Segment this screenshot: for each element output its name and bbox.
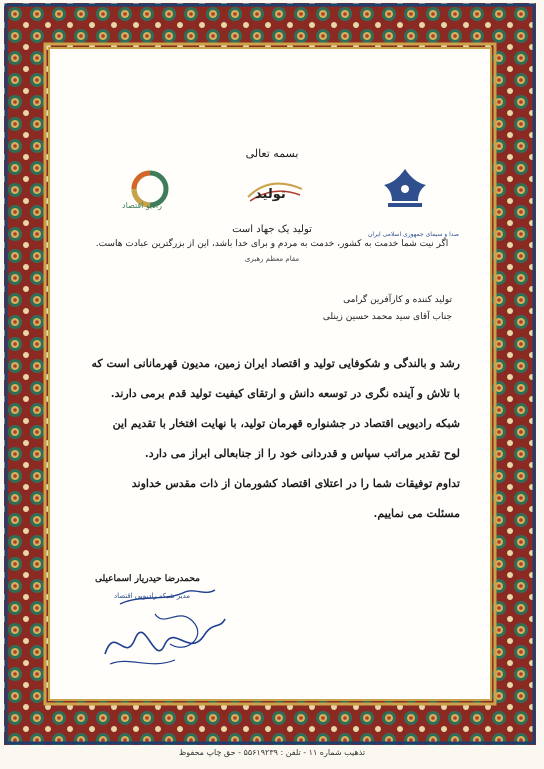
body-line: تداوم توفیقات شما را در اعتلای اقتصاد کشورمان از ذات مقدس خداوند: [131, 477, 460, 490]
handwritten-signature: [95, 584, 235, 674]
addressee-name: جناب آقای سید محمد حسین زینلی: [322, 312, 452, 322]
body-line: لوح تقدیر مراتب سپاس و قدردانی خود را از جنابعالی ابراز می دارد.: [144, 447, 460, 460]
body-line: با تلاش و آینده نگری در توسعه دانش و ارتقای کیفیت تولید قدم برمی دارند.: [110, 387, 460, 400]
radio-eghtesad-logo-icon: [120, 159, 180, 229]
print-footer: تذهیب شماره ۱۱ - تلفن : ۵۵۶۱۹۲۳۹ - حق چاپ محفوظ: [178, 748, 366, 757]
addressee-title: تولید کننده و کارآفرین گرامی: [343, 295, 452, 305]
body-line: شبکه رادیویی اقتصاد در جشنواره قهرمان تولید، با نهایت افتخار با تقدیم این: [112, 417, 460, 430]
motto-source: مقام معظم رهبری: [244, 255, 300, 263]
signatory-title: مدیر شبکه رادیویی اقتصاد: [113, 592, 190, 600]
body-line: مسئلت می نماییم.: [373, 507, 460, 520]
motto-quote: اگر نیت شما خدمت به کشور، خدمت به مردم و برای خدا باشد، این از بزرگترین عبادت هاست.: [95, 239, 449, 249]
certificate-content-area: [48, 47, 492, 701]
radio-eghtesad-logo-caption: رادیو اقتصاد: [122, 201, 162, 210]
irib-logo-caption: صدا و سیمای جمهوری اسلامی ایران: [368, 231, 460, 238]
irib-logo-icon: [370, 159, 440, 229]
bismillah-heading: بسمه تعالی: [245, 147, 299, 160]
body-line: رشد و بالندگی و شکوفایی تولید و اقتصاد ایران زمین، مدیون قهرمانانی است که: [91, 357, 460, 370]
signatory-name: محمدرضا حیدریار اسماعیلی: [94, 574, 200, 584]
motto-title: تولید یک جهاد است: [232, 224, 312, 235]
production-emblem-text: تولید: [255, 187, 286, 202]
